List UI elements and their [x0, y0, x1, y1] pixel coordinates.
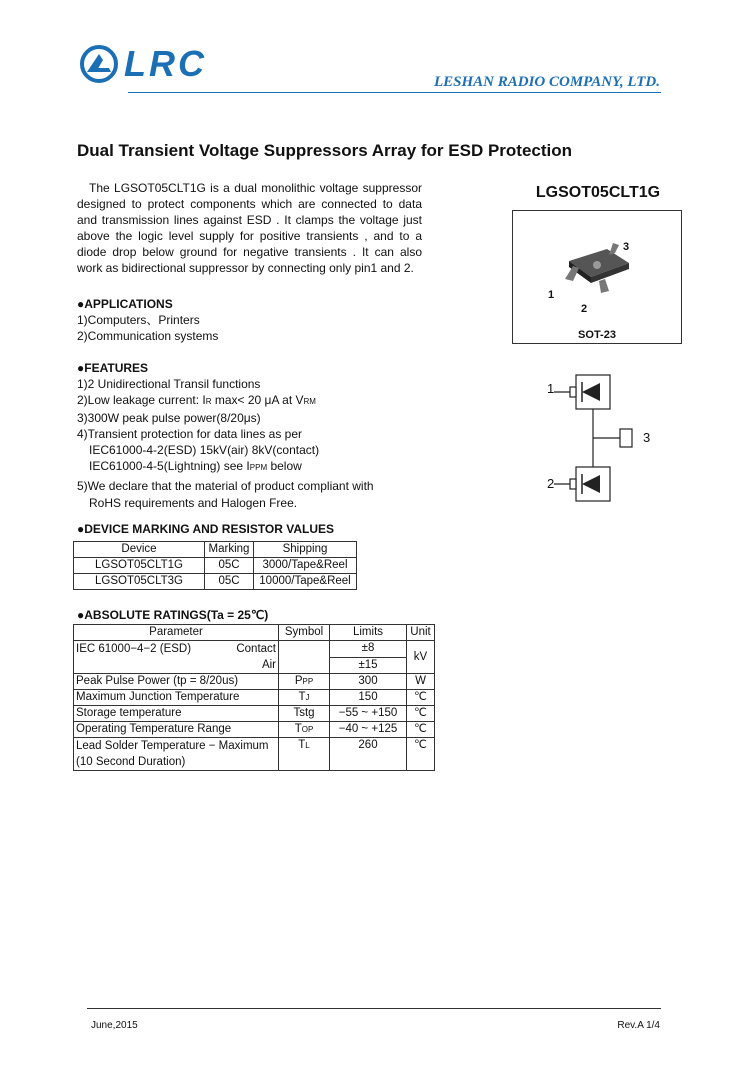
package-name: SOT-23 — [578, 329, 616, 341]
table-cell: PPP — [279, 674, 330, 690]
applications-section — [77, 296, 218, 344]
table-header: Symbol — [279, 625, 330, 641]
table-cell: ±15 — [330, 657, 407, 674]
table-cell: Lead Solder Temperature − Maximum (10 Second Duration) — [74, 738, 279, 771]
company-name: LESHAN RADIO COMPANY, LTD. — [433, 74, 660, 90]
table-cell: IEC 61000−4−2 (ESD) Contact Air — [74, 641, 279, 674]
feature-item: 3)300W peak pulse power(8/20μs) — [77, 411, 261, 425]
table-cell: Storage temperature — [74, 706, 279, 722]
package-pin-label: 3 — [623, 241, 630, 253]
logo-text: LRC — [124, 43, 207, 84]
table-cell: kV — [407, 641, 435, 674]
table-cell: 05C — [205, 574, 254, 590]
table-row — [74, 558, 357, 574]
feature-item: 5)We declare that the material of product compliant with — [77, 479, 374, 493]
feature-item: 4)Transient protection for data lines as per — [77, 427, 303, 441]
ratings-heading: ●ABSOLUTE RATINGS(Ta = 25℃) — [77, 608, 269, 622]
table-header: Marking — [205, 542, 254, 558]
feature-subitem: IEC61000-4-5(Lightning) see IPPM below — [89, 459, 302, 473]
table-header-row — [74, 542, 357, 558]
intro-paragraph: The LGSOT05CLT1G is a dual monolithic voltage suppressor designed to protect components which are connected to data and transmission lines against ESD . It clamps the voltage just above the logic level supply for positive transients , and to a diode drop below ground for negative transients . It can also work as bidirectional suppressor by connecting only pin1 and 2. — [77, 181, 422, 275]
page-title: Dual Transient Voltage Suppressors Array for ESD Protection — [77, 141, 573, 160]
table-cell: 05C — [205, 558, 254, 574]
application-item: 1)Computers、Printers — [77, 313, 200, 327]
table-cell: Maximum Junction Temperature — [74, 690, 279, 706]
marking-table — [73, 541, 357, 590]
package-pin-label: 2 — [581, 303, 588, 315]
table-header: Parameter — [74, 625, 279, 641]
table-cell: TOP — [279, 722, 330, 738]
table-cell: TJ — [279, 690, 330, 706]
table-cell: ℃ — [407, 738, 435, 771]
features-section — [77, 360, 374, 512]
schematic-pin-label: 2 — [547, 476, 555, 491]
footer-date: June,2015 — [91, 1020, 138, 1031]
table-row — [74, 722, 435, 738]
part-number: LGSOT05CLT1G — [535, 184, 661, 201]
schematic-pin-label: 3 — [643, 430, 651, 445]
feature-item: 1)2 Unidirectional Transil functions — [77, 377, 261, 391]
table-cell: Peak Pulse Power (tp = 8/20us) — [74, 674, 279, 690]
schematic-diagram — [540, 365, 660, 515]
table-header: Limits — [330, 625, 407, 641]
table-cell: Tstg — [279, 706, 330, 722]
package-pin-label: 1 — [548, 289, 555, 301]
table-cell: ℃ — [407, 690, 435, 706]
table-cell: −40 ~ +125 — [330, 722, 407, 738]
table-row — [74, 574, 357, 590]
feature-item: 2)Low leakage current: IR max< 20 μA at VRM — [77, 393, 316, 407]
application-item: 2)Communication systems — [77, 329, 219, 343]
marking-heading: ●DEVICE MARKING AND RESISTOR VALUES — [77, 522, 335, 536]
table-cell: 260 — [330, 738, 407, 771]
table-row — [74, 690, 435, 706]
table-header: Shipping — [254, 542, 357, 558]
table-cell: 3000/Tape&Reel — [254, 558, 357, 574]
table-cell: Operating Temperature Range — [74, 722, 279, 738]
table-cell: 10000/Tape&Reel — [254, 574, 357, 590]
table-row — [74, 641, 435, 658]
schematic-pin-label: 1 — [547, 381, 555, 396]
footer-divider — [87, 1008, 661, 1009]
applications-heading: ●APPLICATIONS — [77, 297, 173, 311]
table-cell: 300 — [330, 674, 407, 690]
table-row — [74, 738, 435, 771]
table-cell: ℃ — [407, 706, 435, 722]
table-header: Unit — [407, 625, 435, 641]
table-cell: LGSOT05CLT1G — [74, 558, 205, 574]
feature-subitem: IEC61000-4-2(ESD) 15kV(air) 8kV(contact) — [89, 443, 320, 457]
sot23-package-icon — [553, 233, 643, 303]
table-row — [74, 706, 435, 722]
features-heading: ●FEATURES — [77, 361, 149, 375]
table-cell: TL — [279, 738, 330, 771]
table-cell: −55 ~ +150 — [330, 706, 407, 722]
table-row — [74, 674, 435, 690]
table-cell: ℃ — [407, 722, 435, 738]
table-cell: LGSOT05CLT3G — [74, 574, 205, 590]
table-header: Device — [74, 542, 205, 558]
table-cell — [279, 641, 330, 674]
table-cell: ±8 — [330, 641, 407, 658]
lrc-logo-icon — [79, 44, 119, 84]
header-divider — [128, 92, 661, 93]
table-header-row — [74, 625, 435, 641]
feature-subitem: RoHS requirements and Halogen Free. — [89, 496, 298, 510]
footer-revision: Rev.A 1/4 — [617, 1020, 660, 1031]
ratings-table — [73, 624, 435, 771]
table-cell: 150 — [330, 690, 407, 706]
table-cell: W — [407, 674, 435, 690]
package-box — [512, 210, 682, 344]
